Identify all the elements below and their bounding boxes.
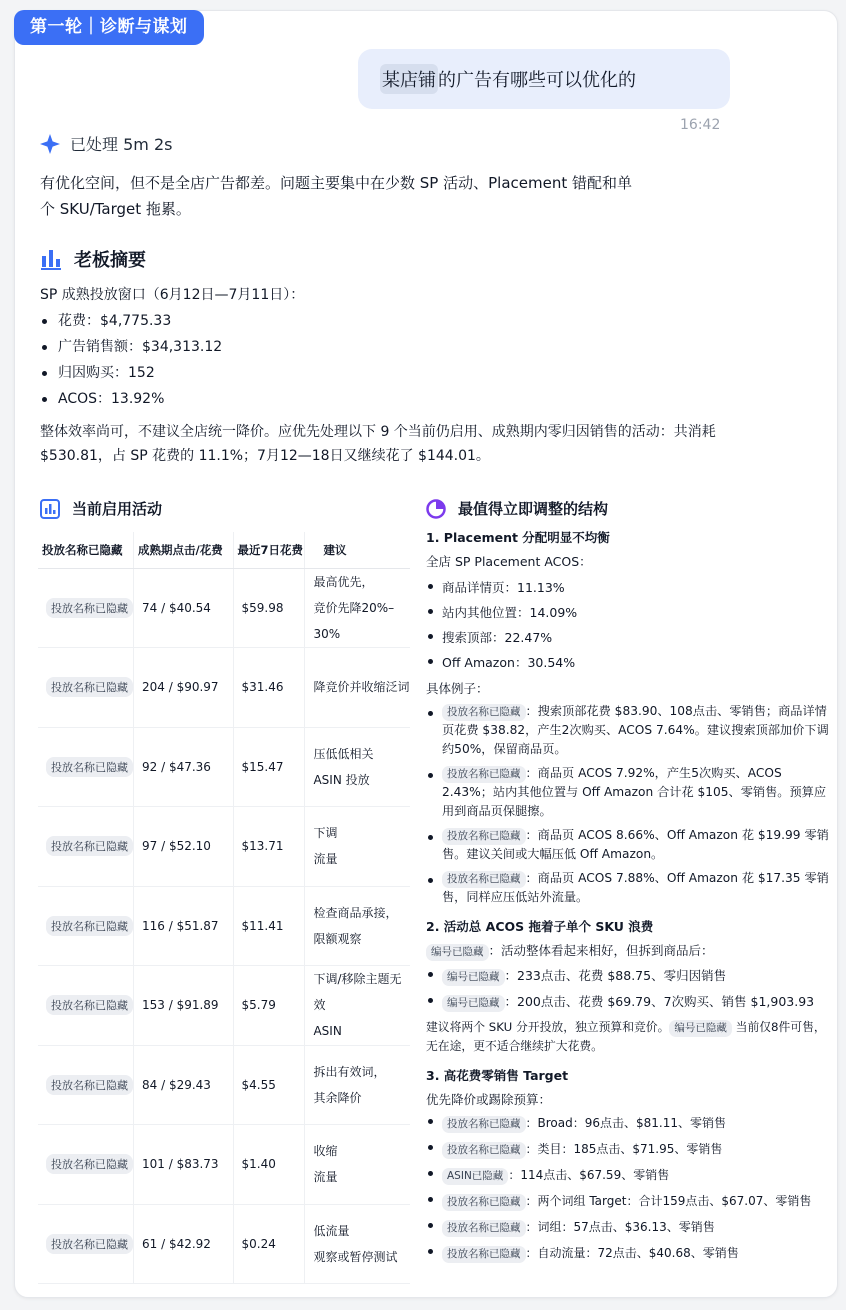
list-item bbox=[426, 989, 831, 1015]
cell-suggestion bbox=[305, 727, 410, 807]
target-heading: 3. 高花费零销售 Target bbox=[426, 1068, 569, 1083]
sku-text: ：200点击、花费 $69.79、7次购买、销售 $1,903.93 bbox=[504, 994, 815, 1009]
list-item bbox=[426, 1110, 831, 1136]
table-row bbox=[38, 807, 410, 887]
suggestion-line: 最高优先， bbox=[313, 574, 374, 589]
col-header-suggestion: 建议 bbox=[305, 532, 410, 568]
sku-note-a: 建议将两个 SKU 分开投放，独立预算和竞价。 bbox=[426, 1020, 670, 1034]
campaign-name-chip: 投放名称已隐藏 bbox=[442, 766, 526, 783]
list-item: 站内其他位置：14.09% bbox=[426, 600, 831, 625]
target-sub: 优先降价或踢除预算： bbox=[426, 1092, 552, 1107]
sku-list bbox=[426, 963, 831, 1015]
col-header-name: 投放名称已隐藏 bbox=[38, 532, 134, 568]
intro-text: 有优化空间，但不是全店广告都差。问题主要集中在少数 SP 活动、Placement 错配和单个 SKU/Target 拖累。 bbox=[40, 174, 632, 218]
list-item bbox=[426, 963, 831, 989]
example-text: ：商品页 ACOS 8.66%、Off Amazon 花 $19.99 零销售。建议关间或大幅压低 Off Amazon。 bbox=[442, 828, 829, 861]
id-chip: 编号已隐藏 bbox=[442, 995, 505, 1012]
list-item bbox=[426, 1162, 831, 1188]
list-item bbox=[426, 1136, 831, 1162]
table-row bbox=[38, 886, 410, 966]
cell-suggestion bbox=[305, 568, 410, 648]
cell-spend7: $1.40 bbox=[233, 1125, 305, 1205]
cell-suggestion bbox=[305, 966, 410, 1046]
table-row bbox=[38, 1045, 410, 1125]
suggestion-line: 流量 bbox=[313, 1170, 338, 1185]
cell-clicks-spend: 97 / $52.10 bbox=[134, 807, 234, 887]
cell-clicks-spend: 116 / $51.87 bbox=[134, 886, 234, 966]
cell-spend7: $4.55 bbox=[233, 1045, 305, 1125]
cell-clicks-spend: 92 / $47.36 bbox=[134, 727, 234, 807]
user-message-highlight: 某店铺 bbox=[380, 64, 438, 94]
table-row bbox=[38, 648, 410, 728]
report-icon bbox=[40, 499, 60, 519]
sku-lead bbox=[426, 941, 831, 961]
sku-heading: 2. 活动总 ACOS 拖着子单个 SKU 浪费 bbox=[426, 919, 654, 934]
suggestion-line: 限额观察 bbox=[313, 931, 362, 946]
campaign-name-chip: 投放名称已隐藏 bbox=[442, 1220, 526, 1237]
suggestion-line: ASIN bbox=[313, 1024, 342, 1039]
campaign-name-chip: 投放名称已隐藏 bbox=[46, 1234, 133, 1254]
summary-title: 老板摘要 bbox=[74, 250, 146, 271]
table-row bbox=[38, 1125, 410, 1205]
summary-bullet: 花费：$4,775.33 bbox=[40, 308, 780, 334]
target-list bbox=[426, 1110, 831, 1266]
cell-clicks-spend: 84 / $29.43 bbox=[134, 1045, 234, 1125]
suggestion-line: 观察或暂停测试 bbox=[313, 1249, 398, 1264]
cell-spend7: $59.98 bbox=[233, 568, 305, 648]
campaign-name-chip: 投放名称已隐藏 bbox=[46, 1154, 133, 1174]
table-header-row bbox=[38, 532, 410, 568]
processed-duration: 5m 2s bbox=[123, 135, 173, 154]
suggestion-line: ASIN 投放 bbox=[313, 772, 370, 787]
suggestion-line: 拆出有效词， bbox=[313, 1064, 386, 1079]
table-row bbox=[38, 727, 410, 807]
example-text: ：搜索顶部花费 $83.90、108点击、零销售；商品详情页花费 $38.82，产生2次购买、ACOS 7.64%。建议搜索顶部加价下调约50%，保留商品页。 bbox=[442, 704, 829, 756]
id-chip: 编号已隐藏 bbox=[669, 1020, 732, 1037]
cell-suggestion bbox=[305, 1204, 410, 1284]
col-header-spend7: 最近7日花费 bbox=[233, 532, 305, 568]
active-campaigns-title: 当前启用活动 bbox=[72, 500, 163, 518]
suggestion-line: 流量 bbox=[313, 852, 338, 867]
campaign-name-chip: 投放名称已隐藏 bbox=[442, 1246, 526, 1263]
placement-heading: 1. Placement 分配明显不均衡 bbox=[426, 530, 610, 545]
pie-chart-icon bbox=[426, 499, 446, 519]
summary-bullet: 归因购买：152 bbox=[40, 360, 780, 386]
col-header-clicks-spend: 成熟期点击/花费 bbox=[134, 532, 234, 568]
structure-heading bbox=[426, 498, 608, 519]
user-message-text: 的广告有哪些可以优化的 bbox=[438, 70, 636, 91]
summary-block bbox=[40, 282, 780, 468]
cell-suggestion bbox=[305, 1045, 410, 1125]
cell-spend7: $11.41 bbox=[233, 886, 305, 966]
campaign-name-chip: 投放名称已隐藏 bbox=[46, 598, 133, 618]
target-text: ：类目：185点击、$71.95、零销售 bbox=[525, 1142, 723, 1156]
sku-text: ：233点击、花费 $88.75、零归因销售 bbox=[504, 968, 727, 983]
table-row bbox=[38, 966, 410, 1046]
target-text: ：Broad：96点击、$81.11、零销售 bbox=[525, 1116, 726, 1130]
id-chip: 编号已隐藏 bbox=[426, 944, 489, 961]
message-timestamp: 16:42 bbox=[680, 117, 721, 133]
campaign-name-chip: 投放名称已隐藏 bbox=[46, 995, 133, 1015]
target-text: ：114点击、$67.59、零销售 bbox=[508, 1168, 670, 1182]
campaign-name-chip: 投放名称已隐藏 bbox=[46, 677, 133, 697]
sku-note bbox=[426, 1018, 831, 1056]
user-message-bubble bbox=[358, 49, 730, 109]
cell-clicks-spend: 153 / $91.89 bbox=[134, 966, 234, 1046]
campaign-name-chip: 投放名称已隐藏 bbox=[442, 828, 526, 845]
summary-bullets bbox=[40, 308, 780, 412]
campaign-name-chip: 投放名称已隐藏 bbox=[442, 1116, 526, 1133]
campaign-name-chip: 投放名称已隐藏 bbox=[46, 916, 133, 936]
cell-clicks-spend: 101 / $83.73 bbox=[134, 1125, 234, 1205]
campaigns-table bbox=[38, 532, 410, 1284]
summary-heading bbox=[40, 246, 146, 272]
example-text: ：商品页 ACOS 7.92%，产生5次购买、ACOS 2.43%；站内其他位置与 Off Amazon 合计花 $105、零销售。预算应用到商品页保腿擦。 bbox=[442, 766, 827, 818]
examples-list bbox=[426, 702, 831, 907]
sparkle-icon bbox=[40, 134, 60, 154]
list-item: Off Amazon：30.54% bbox=[426, 650, 831, 675]
list-item: 商品详情页：11.13% bbox=[426, 575, 831, 600]
target-text: ：自动流量：72点击、$40.68、零销售 bbox=[525, 1246, 739, 1260]
table-row bbox=[38, 1204, 410, 1284]
examples-label: 具体例子： bbox=[426, 681, 489, 696]
cell-clicks-spend: 204 / $90.97 bbox=[134, 648, 234, 728]
placement-sub: 全店 SP Placement ACOS： bbox=[426, 554, 592, 569]
list-item bbox=[426, 869, 831, 907]
campaign-name-chip: 投放名称已隐藏 bbox=[46, 1075, 133, 1095]
campaign-name-chip: 投放名称已隐藏 bbox=[442, 1194, 526, 1211]
summary-bullet: ACOS：13.92% bbox=[40, 386, 780, 412]
target-text: ：词组：57点击、$36.13、零销售 bbox=[525, 1220, 715, 1234]
campaign-name-chip: 投放名称已隐藏 bbox=[46, 757, 133, 777]
campaign-name-chip: 投放名称已隐藏 bbox=[442, 871, 526, 888]
example-text: ：商品页 ACOS 7.88%、Off Amazon 花 $17.35 零销售，同样应压低站外流量。 bbox=[442, 871, 829, 904]
structure-content bbox=[426, 528, 831, 1266]
cell-spend7: $31.46 bbox=[233, 648, 305, 728]
cell-suggestion bbox=[305, 648, 410, 728]
suggestion-line: 降竞价并收缩泛词 bbox=[313, 680, 410, 695]
sku-note-b: 当前仅8件可售，无在途，更不适合继续扩大花费。 bbox=[426, 1020, 826, 1053]
processed-label: 已处理 bbox=[70, 135, 119, 154]
campaign-name-chip: 投放名称已隐藏 bbox=[442, 1142, 526, 1159]
list-item bbox=[426, 1240, 831, 1266]
summary-note: 整体效率尚可，不建议全店统一降价。应优先处理以下 9 个当前仍启用、成熟期内零归因销售的活动：共消耗 $530.81，占 SP 花费的 11.1%；7月12—18日又继续花了 $144.01。 bbox=[40, 424, 716, 464]
suggestion-line: 压低低相关 bbox=[313, 746, 374, 761]
placement-acos-list bbox=[426, 575, 831, 675]
list-item bbox=[426, 1188, 831, 1214]
active-campaigns-heading bbox=[40, 498, 162, 519]
suggestion-line: 收缩 bbox=[313, 1144, 338, 1159]
cell-clicks-spend: 74 / $40.54 bbox=[134, 568, 234, 648]
id-chip: 编号已隐藏 bbox=[442, 969, 505, 986]
list-item bbox=[426, 702, 831, 759]
list-item bbox=[426, 1214, 831, 1240]
cell-suggestion bbox=[305, 807, 410, 887]
table-row bbox=[38, 568, 410, 648]
cell-spend7: $15.47 bbox=[233, 727, 305, 807]
asin-chip: ASIN已隐藏 bbox=[442, 1168, 508, 1185]
list-item bbox=[426, 826, 831, 864]
cell-spend7: $13.71 bbox=[233, 807, 305, 887]
processed-status bbox=[40, 132, 172, 155]
suggestion-line: 竞价先降20%–30% bbox=[313, 600, 395, 641]
structure-title: 最值得立即调整的结构 bbox=[458, 500, 609, 518]
target-text: ：两个词组 Target：合计159点击、$67.07、零销售 bbox=[525, 1194, 812, 1208]
bar-chart-icon bbox=[40, 248, 62, 270]
campaign-name-chip: 投放名称已隐藏 bbox=[442, 704, 526, 721]
list-item bbox=[426, 764, 831, 821]
cell-suggestion bbox=[305, 1125, 410, 1205]
suggestion-line: 检查商品承接， bbox=[313, 905, 398, 920]
suggestion-line: 低流量 bbox=[313, 1223, 350, 1238]
suggestion-line: 下调 bbox=[313, 826, 338, 841]
cell-spend7: $5.79 bbox=[233, 966, 305, 1046]
cell-clicks-spend: 61 / $42.92 bbox=[134, 1204, 234, 1284]
suggestion-line: 下调/移除主题无效 bbox=[313, 972, 402, 1013]
cell-spend7: $0.24 bbox=[233, 1204, 305, 1284]
suggestion-line: 其余降价 bbox=[313, 1090, 362, 1105]
round-tag: 第一轮｜诊断与谋划 bbox=[14, 10, 204, 45]
campaign-name-chip: 投放名称已隐藏 bbox=[46, 836, 133, 856]
summary-bullet: 广告销售额：$34,313.12 bbox=[40, 334, 780, 360]
sku-lead-text: ：活动整体看起来相好，但拆到商品后： bbox=[488, 943, 714, 958]
summary-window: SP 成熟投放窗口（6月12日—7月11日）： bbox=[40, 287, 305, 303]
cell-suggestion bbox=[305, 886, 410, 966]
list-item: 搜索顶部：22.47% bbox=[426, 625, 831, 650]
